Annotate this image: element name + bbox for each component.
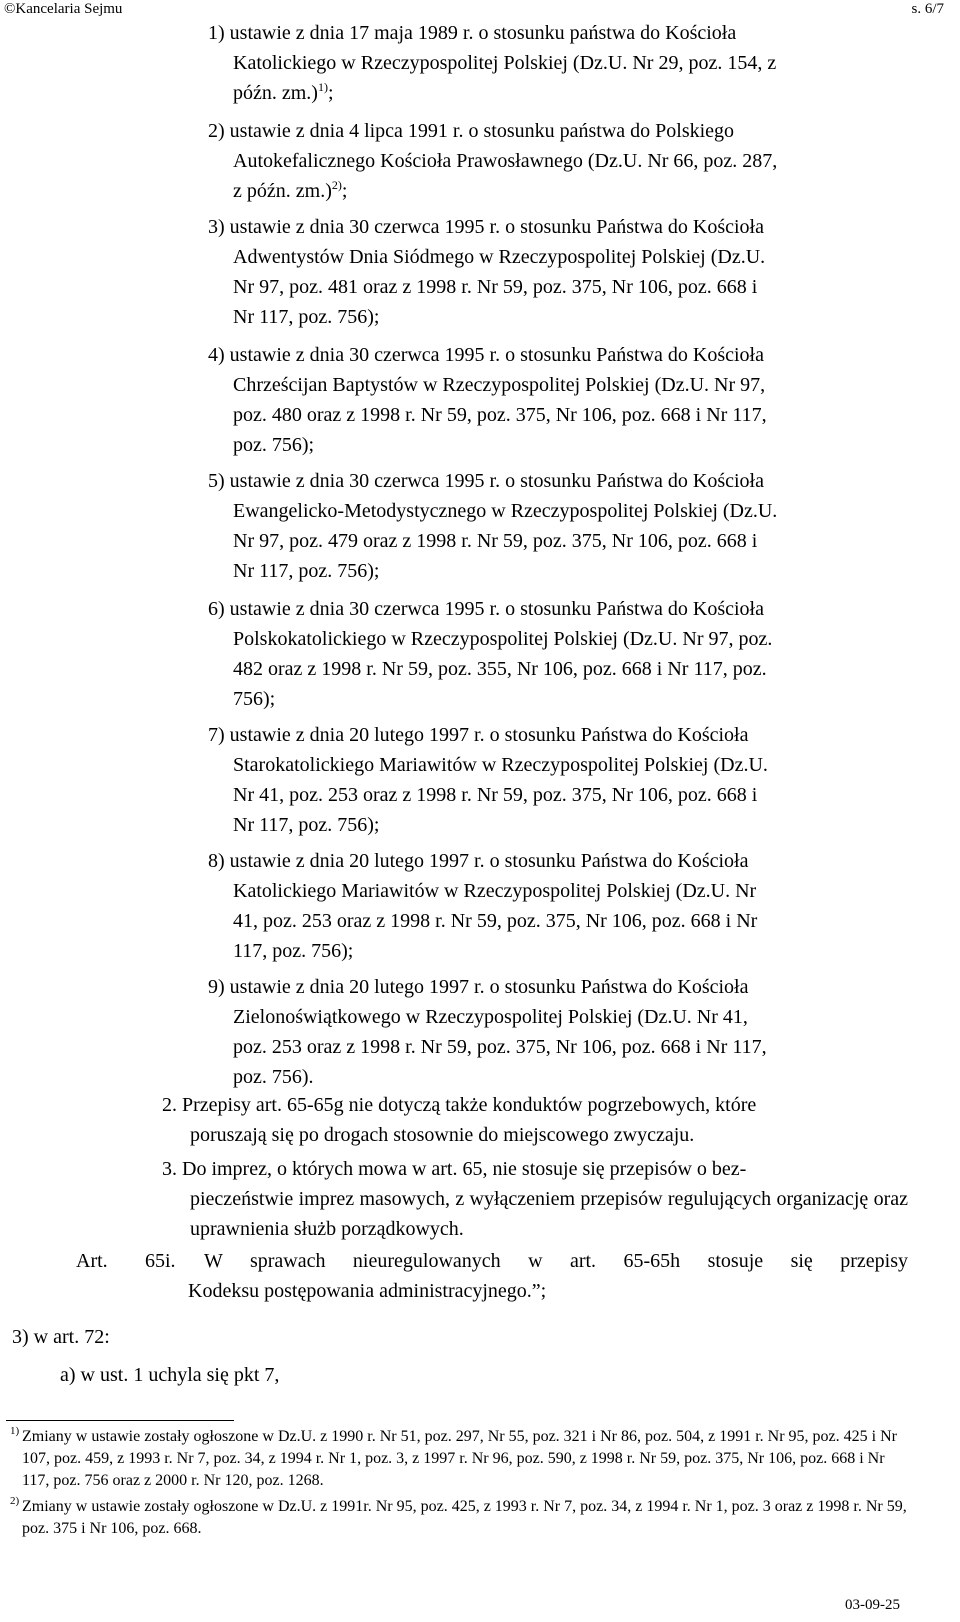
section-3 bbox=[162, 1154, 908, 1244]
header-page-number: s. 6/7 bbox=[911, 1, 944, 17]
list-item bbox=[208, 466, 908, 586]
item-line: Ewangelicko-Metodystycznego w Rzeczypospolitej Polskiej (Dz.U. bbox=[233, 500, 778, 522]
item-line: Nr 97, poz. 481 oraz z 1998 r. Nr 59, poz. 375, Nr 106, poz. 668 i bbox=[233, 276, 758, 298]
item-line: poz. 480 oraz z 1998 r. Nr 59, poz. 375, Nr 106, poz. 668 i Nr 117, bbox=[233, 404, 767, 426]
footnote-ref: 2) bbox=[331, 178, 342, 192]
list-item bbox=[208, 116, 908, 206]
item-line: 8) ustawie z dnia 20 lutego 1997 r. o stosunku Państwa do Kościoła bbox=[208, 850, 749, 872]
item-line: Adwentystów Dnia Siódmego w Rzeczypospolitej Polskiej (Dz.U. bbox=[233, 246, 766, 268]
section-number: 2. bbox=[162, 1094, 177, 1116]
footnote-text: Zmiany w ustawie zostały ogłoszone w Dz.U. z 1991r. Nr 95, poz. 425, z 1993 r. Nr 7, poz. 34, z 1994 r. Nr 1, poz. 3 oraz z 1998 r. Nr 59, poz. 375 i Nr 106, poz. 668. bbox=[22, 1498, 907, 1537]
footnote-2 bbox=[10, 1496, 910, 1540]
item-line: Chrześcijan Baptystów w Rzeczypospolitej Polskiej (Dz.U. Nr 97, bbox=[233, 374, 766, 396]
item-line: Katolickiego Mariawitów w Rzeczypospolitej Polskiej (Dz.U. Nr bbox=[233, 880, 757, 902]
amendment-subpoint: a) w ust. 1 uchyla się pkt 7, bbox=[60, 1364, 280, 1386]
section-text: Do imprez, o których mowa w art. 65, nie stosuje się przepisów o bez- bbox=[182, 1158, 747, 1180]
section-text: Przepisy art. 65-65g nie dotyczą także konduktów pogrzebowych, które bbox=[182, 1094, 757, 1116]
item-line: Nr 117, poz. 756); bbox=[233, 814, 380, 836]
item-line: 3) ustawie z dnia 30 czerwca 1995 r. o stosunku Państwa do Kościoła bbox=[208, 216, 764, 238]
list-item bbox=[208, 212, 908, 332]
item-line-end: ; bbox=[341, 180, 348, 202]
item-line: 6) ustawie z dnia 30 czerwca 1995 r. o stosunku Państwa do Kościoła bbox=[208, 598, 764, 620]
footnote-text: Zmiany w ustawie zostały ogłoszone w Dz.U. z 1990 r. Nr 51, poz. 297, Nr 55, poz. 321 i Nr 86, poz. 504, z 1991 r. Nr 95, poz. 425 i Nr 107, poz. 459, z 1993 r. Nr 7, poz. 34, z 1994 r. Nr 1, poz. 3, z 1997 r. Nr 96, poz. 590, z 1998 r. Nr 59, poz. 375, Nr 106, poz. 668 i Nr 117, poz. 756 oraz z 2000 r. Nr 120, poz. 1268. bbox=[22, 1428, 897, 1489]
item-line: 9) ustawie z dnia 20 lutego 1997 r. o stosunku Państwa do Kościoła bbox=[208, 976, 749, 998]
list-item bbox=[208, 18, 908, 108]
item-line: Nr 97, poz. 479 oraz z 1998 r. Nr 59, poz. 375, Nr 106, poz. 668 i bbox=[233, 530, 758, 552]
item-line: Polskokatolickiego w Rzeczypospolitej Polskiej (Dz.U. Nr 97, poz. bbox=[233, 628, 773, 650]
header-publisher: ©Kancelaria Sejmu bbox=[4, 1, 123, 17]
item-line: poz. 756); bbox=[233, 434, 315, 456]
section-text: poruszają się po drogach stosownie do miejscowego zwyczaju. bbox=[190, 1124, 695, 1146]
footnote-mark: 1) bbox=[10, 1425, 20, 1437]
item-line: 756); bbox=[233, 688, 276, 710]
item-line: poz. 756). bbox=[233, 1066, 314, 1088]
item-line: Starokatolickiego Mariawitów w Rzeczypospolitej Polskiej (Dz.U. bbox=[233, 754, 768, 776]
list-item bbox=[208, 720, 908, 840]
item-line: z późn. zm.) bbox=[233, 180, 332, 202]
item-line: Nr 117, poz. 756); bbox=[233, 306, 380, 328]
item-line: 1) ustawie z dnia 17 maja 1989 r. o stosunku państwa do Kościoła bbox=[208, 22, 737, 44]
item-line: Autokefalicznego Kościoła Prawosławnego (Dz.U. Nr 66, poz. 287, bbox=[233, 150, 778, 172]
list-item bbox=[208, 846, 908, 966]
amendment-point: 3) w art. 72: bbox=[12, 1326, 110, 1348]
footnote-divider bbox=[6, 1420, 234, 1421]
section-number: 3. bbox=[162, 1158, 177, 1180]
item-line: Katolickiego w Rzeczypospolitej Polskiej (Dz.U. Nr 29, poz. 154, z bbox=[233, 52, 777, 74]
list-item bbox=[208, 340, 908, 460]
item-line: Nr 117, poz. 756); bbox=[233, 560, 380, 582]
section-text: pieczeństwie imprez masowych, z wyłączeniem przepisów regulujących organizację oraz uprawnienia służb porządkowych. bbox=[190, 1188, 908, 1240]
document-date: 03-09-25 bbox=[845, 1597, 900, 1613]
article-text: W sprawach nieuregulowanych w art. 65-65h stosuje się przepisy bbox=[204, 1250, 908, 1272]
item-line: Zielonoświątkowego w Rzeczypospolitej Polskiej (Dz.U. Nr 41, bbox=[233, 1006, 748, 1028]
section-2 bbox=[162, 1090, 908, 1150]
item-line: 2) ustawie z dnia 4 lipca 1991 r. o stosunku państwa do Polskiego bbox=[208, 120, 735, 142]
footnote-mark: 2) bbox=[10, 1495, 20, 1507]
item-line: 41, poz. 253 oraz z 1998 r. Nr 59, poz. 375, Nr 106, poz. 668 i Nr bbox=[233, 910, 758, 932]
list-item bbox=[208, 972, 908, 1092]
item-line: 7) ustawie z dnia 20 lutego 1997 r. o stosunku Państwa do Kościoła bbox=[208, 724, 749, 746]
item-line: 4) ustawie z dnia 30 czerwca 1995 r. o stosunku Państwa do Kościoła bbox=[208, 344, 764, 366]
article-number: 65i. bbox=[145, 1250, 176, 1272]
item-line: 482 oraz z 1998 r. Nr 59, poz. 355, Nr 106, poz. 668 i Nr 117, poz. bbox=[233, 658, 767, 680]
item-line-end: ; bbox=[327, 82, 334, 104]
item-line: późn. zm.) bbox=[233, 82, 318, 104]
footnote-1 bbox=[10, 1426, 910, 1492]
article-text: Kodeksu postępowania administracyjnego.”; bbox=[188, 1280, 547, 1302]
item-line: 117, poz. 756); bbox=[233, 940, 354, 962]
footnote-ref: 1) bbox=[317, 80, 328, 94]
list-item bbox=[208, 594, 908, 714]
article-label: Art. bbox=[76, 1250, 108, 1272]
item-line: 5) ustawie z dnia 30 czerwca 1995 r. o stosunku Państwa do Kościoła bbox=[208, 470, 764, 492]
item-line: poz. 253 oraz z 1998 r. Nr 59, poz. 375, Nr 106, poz. 668 i Nr 117, bbox=[233, 1036, 767, 1058]
item-line: Nr 41, poz. 253 oraz z 1998 r. Nr 59, poz. 375, Nr 106, poz. 668 i bbox=[233, 784, 758, 806]
